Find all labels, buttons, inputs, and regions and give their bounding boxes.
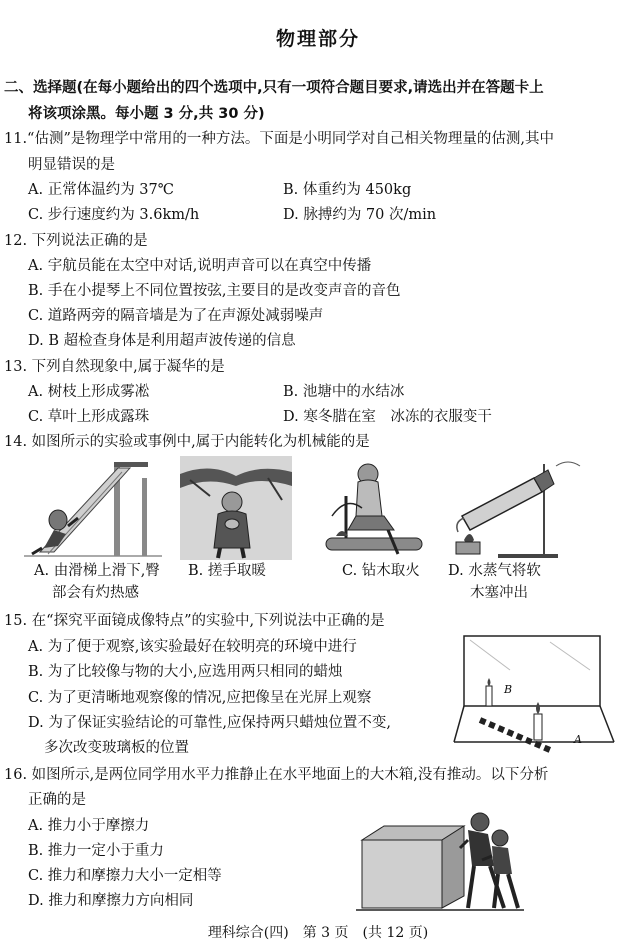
q11-stem-cont: 明显错误的是: [28, 157, 115, 173]
drill-fire-illustration: [312, 456, 430, 560]
q14-option-a: A. 由滑梯上滑下,臀: [34, 563, 160, 579]
section-header-line1: 二、选择题(在每小题给出的四个选项中,只有一项符合题目要求,请选出并在答题卡上: [4, 80, 544, 96]
q11-option-b: B. 体重约为 450kg: [283, 182, 412, 198]
q16-stem: 16. 如图所示,是两位同学用水平力推静止在水平地面上的大木箱,没有推动。以下分析: [4, 767, 549, 783]
q15-stem: 15. 在“探究平面镜成像特点”的实验中,下列说法中正确的是: [4, 613, 385, 629]
q14-stem: 14. 如图所示的实验或事例中,属于内能转化为机械能的是: [4, 434, 370, 450]
q14-option-d: D. 水蒸气将软: [448, 563, 541, 579]
q13-option-b: B. 池塘中的水结冰: [283, 384, 405, 400]
q12-option-c: C. 道路两旁的隔音墙是为了在声源处减弱噪声: [28, 308, 324, 324]
q12-option-a: A. 宇航员能在太空中对话,说明声音可以在真空中传播: [28, 258, 372, 274]
mirror-label-a: A: [574, 733, 582, 746]
page-footer: 理科综合(四) 第 3 页 (共 12 页): [207, 925, 429, 941]
q11-option-d: D. 脉搏约为 70 次/min: [283, 207, 437, 223]
q16-option-a: A. 推力小于摩擦力: [28, 818, 150, 834]
rubbing-hands-illustration: [180, 456, 292, 560]
q14-option-b: B. 搓手取暖: [188, 563, 266, 579]
q13-option-d: D. 寒冬腊在室 冰冻的衣服变干: [283, 409, 492, 425]
q13-option-a: A. 树枝上形成雾凇: [28, 384, 150, 400]
q11-option-c: C. 步行速度约为 3.6km/h: [28, 207, 200, 223]
slide-illustration: [14, 456, 164, 560]
q16-option-d: D. 推力和摩擦力方向相同: [28, 893, 194, 909]
mirror-label-b: B: [504, 683, 513, 696]
plane-mirror-illustration: [450, 630, 618, 754]
q16-stem-cont: 正确的是: [28, 792, 86, 808]
q12-stem: 12. 下列说法正确的是: [4, 233, 148, 249]
q14-option-d-cont: 木塞冲出: [470, 585, 528, 601]
q15-option-d-cont: 多次改变玻璃板的位置: [44, 740, 189, 756]
q13-option-c: C. 草叶上形成露珠: [28, 409, 150, 425]
page-title: 物理部分: [275, 28, 360, 50]
q15-option-a: A. 为了便于观察,该实验最好在较明亮的环境中进行: [28, 639, 357, 655]
q15-option-b: B. 为了比较像与物的大小,应选用两只相同的蜡烛: [28, 664, 343, 680]
q15-option-d: D. 为了保证实验结论的可靠性,应保持两只蜡烛位置不变,: [28, 715, 392, 731]
q12-option-b: B. 手在小提琴上不同位置按弦,主要目的是改变声音的音色: [28, 283, 401, 299]
q13-stem: 13. 下列自然现象中,属于凝华的是: [4, 359, 225, 375]
section-header-line2: 将该项涂黑。每小题 3 分,共 30 分): [28, 106, 265, 122]
q16-option-b: B. 推力一定小于重力: [28, 843, 164, 859]
q11-stem: 11.“估测”是物理学中常用的一种方法。下面是小明同学对自己相关物理量的估测,其中: [4, 131, 554, 147]
steam-cork-illustration: [444, 456, 594, 560]
q14-option-c: C. 钻木取火: [342, 563, 420, 579]
q16-option-c: C. 推力和摩擦力大小一定相等: [28, 868, 222, 884]
pushing-box-illustration: [356, 808, 524, 914]
q12-option-d: D. B 超检查身体是利用超声波传递的信息: [28, 333, 296, 349]
q11-option-a: A. 正常体温约为 37℃: [28, 182, 174, 198]
q14-option-a-cont: 部会有灼热感: [52, 585, 139, 601]
q15-option-c: C. 为了更清晰地观察像的情况,应把像呈在光屏上观察: [28, 690, 372, 706]
